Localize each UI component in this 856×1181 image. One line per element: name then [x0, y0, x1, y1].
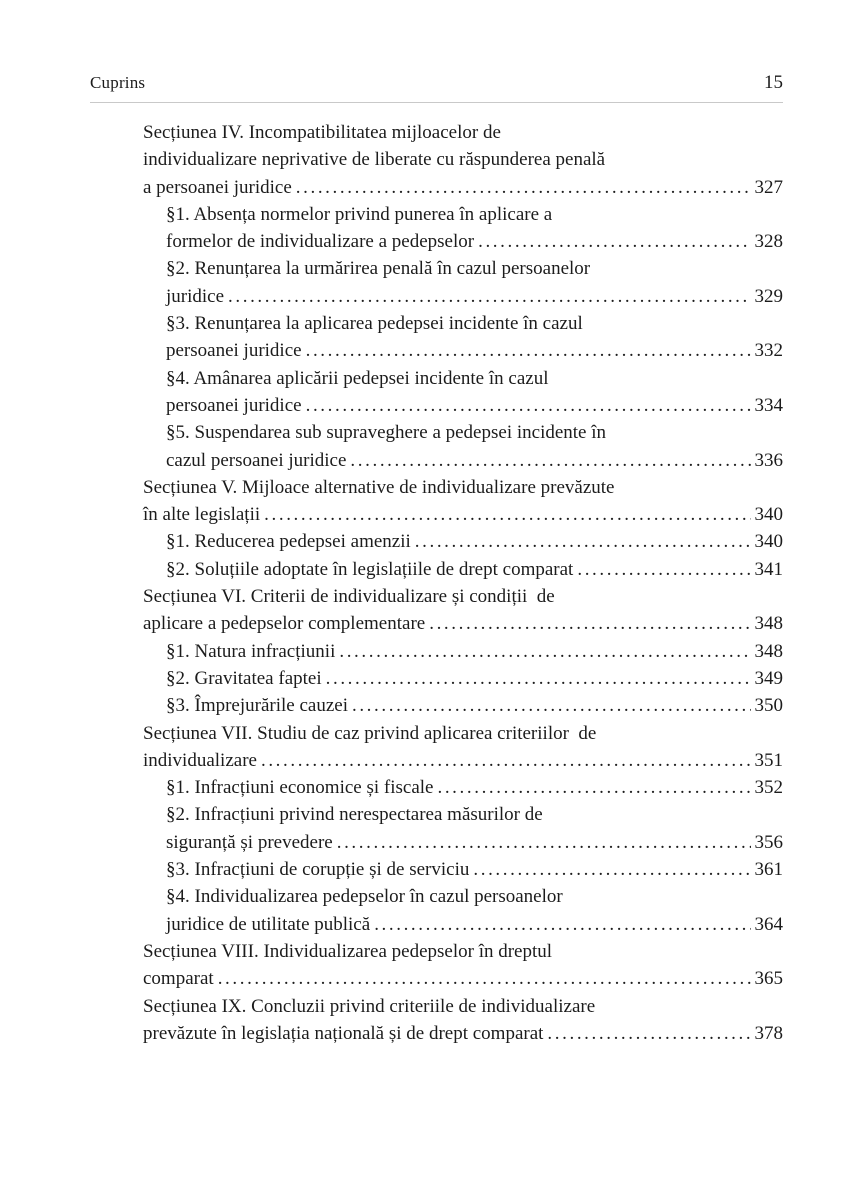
dot-leader: [577, 556, 750, 583]
toc-entry-line: Secțiunea VI. Criterii de individualizare și condiții de: [143, 586, 555, 608]
toc-page-ref: 378: [754, 1022, 783, 1044]
toc-entry-text: §3. Infracțiuni de corupție și de serviciu: [166, 859, 470, 881]
toc-page-ref: 348: [754, 613, 783, 635]
toc-entry-lastline: [166, 829, 783, 856]
toc-entry-lastline: [143, 501, 783, 528]
dot-leader: [261, 747, 751, 774]
dot-leader: [437, 774, 750, 801]
toc-page-ref: 328: [754, 231, 783, 253]
dot-leader: [264, 501, 750, 528]
toc-entry-lastline: [166, 283, 783, 310]
toc-entry-text: siguranță și prevedere: [166, 831, 333, 853]
dot-leader: [547, 1020, 750, 1047]
toc-page-ref: 352: [754, 777, 783, 799]
toc-page-ref: 348: [754, 640, 783, 662]
toc-entry-line: individualizare neprivative de liberate cu răspunderea penală: [143, 149, 606, 171]
toc-entry-text: cazul persoanei juridice: [166, 449, 347, 471]
dot-leader: [429, 610, 750, 637]
toc-entry: [166, 419, 783, 474]
toc-entry-line: §1. Absența normelor privind punerea în aplicare a: [166, 203, 553, 225]
toc-entry-lastline: [166, 447, 783, 474]
toc-entry-text: a persoanei juridice: [143, 176, 292, 198]
toc-entry-line: §5. Suspendarea sub supraveghere a pedepsei incidente în: [166, 422, 607, 444]
toc-entry: [166, 255, 783, 310]
toc-entry-lastline: [166, 556, 783, 583]
toc-page-ref: 334: [754, 394, 783, 416]
toc-page-ref: 349: [754, 667, 783, 689]
toc-entry-lastline: [143, 610, 783, 637]
toc-page-ref: 356: [754, 831, 783, 853]
toc-entry-text: persoanei juridice: [166, 394, 302, 416]
toc-page-ref: 336: [754, 449, 783, 471]
toc-entry-line: Secțiunea IX. Concluzii privind criteriile de individualizare: [143, 995, 596, 1017]
toc-entry-lastline: [166, 692, 783, 719]
dot-leader: [352, 692, 751, 719]
toc-entry-text: §1. Reducerea pedepsei amenzii: [166, 531, 411, 553]
toc-entry-text: juridice: [166, 285, 225, 307]
toc-list: [143, 119, 783, 1047]
toc-entry-line: §4. Individualizarea pedepselor în cazul persoanelor: [166, 886, 563, 908]
toc-entry-line: §2. Renunțarea la urmărirea penală în cazul persoanelor: [166, 258, 591, 280]
toc-entry: [143, 720, 783, 775]
toc-page-ref: 351: [754, 749, 783, 771]
toc-page-ref: 327: [754, 176, 783, 198]
toc-entry-lastline: [143, 174, 783, 201]
dot-leader: [337, 829, 751, 856]
toc-entry: [143, 119, 783, 201]
dot-leader: [306, 337, 751, 364]
toc-entry-lastline: [166, 911, 783, 938]
toc-entry-text: §2. Gravitatea faptei: [166, 667, 322, 689]
dot-leader: [478, 228, 750, 255]
dot-leader: [473, 856, 750, 883]
toc-entry-lastline: [143, 965, 783, 992]
toc-page-ref: 364: [754, 913, 783, 935]
toc-entry: [166, 638, 783, 665]
toc-entry-line: §3. Renunțarea la aplicarea pedepsei incidente în cazul: [166, 313, 583, 335]
toc-entry: [166, 201, 783, 256]
toc-entry-text: §2. Soluțiile adoptate în legislațiile de drept comparat: [166, 558, 574, 580]
dot-leader: [326, 665, 751, 692]
toc-entry-text: prevăzute în legislația națională și de drept comparat: [143, 1022, 544, 1044]
toc-entry: [143, 583, 783, 638]
toc-entry: [166, 883, 783, 938]
dot-leader: [339, 638, 750, 665]
toc-entry-line: Secțiunea IV. Incompatibilitatea mijloacelor de: [143, 122, 501, 143]
dot-leader: [350, 447, 750, 474]
toc-entry: [166, 528, 783, 555]
toc-page-ref: 365: [754, 968, 783, 990]
toc-entry-text: §1. Natura infracțiunii: [166, 640, 336, 662]
toc-entry-text: individualizare: [143, 749, 257, 771]
toc-page-ref: 341: [754, 558, 783, 580]
dot-leader: [306, 392, 751, 419]
toc-entry-line: Secțiunea V. Mijloace alternative de individualizare prevăzute: [143, 476, 615, 498]
header-title: Cuprins: [90, 73, 146, 92]
toc-entry-text: §1. Infracțiuni economice și fiscale: [166, 777, 434, 799]
dot-leader: [415, 528, 751, 555]
toc-entry-text: comparat: [143, 968, 214, 990]
toc-entry-line: §2. Infracțiuni privind nerespectarea măsurilor de: [166, 804, 543, 826]
toc-entry: [166, 774, 783, 801]
toc-page-ref: 340: [754, 504, 783, 526]
toc-entry-line: §4. Amânarea aplicării pedepsei incidente în cazul: [166, 367, 549, 389]
toc-entry-lastline: [166, 856, 783, 883]
toc-entry-lastline: [166, 228, 783, 255]
toc-entry-line: Secțiunea VII. Studiu de caz privind aplicarea criteriilor de: [143, 722, 597, 744]
toc-entry-lastline: [166, 528, 783, 555]
toc-entry: [166, 365, 783, 420]
toc-page-ref: 332: [754, 340, 783, 362]
toc-entry-text: §3. Împrejurările cauzei: [166, 695, 348, 717]
toc-entry: [143, 474, 783, 529]
dot-leader: [374, 911, 750, 938]
toc-entry: [166, 310, 783, 365]
toc-entry-lastline: [143, 1020, 783, 1047]
toc-entry-lastline: [166, 774, 783, 801]
toc-entry: [166, 801, 783, 856]
dot-leader: [218, 965, 751, 992]
toc-entry: [166, 692, 783, 719]
toc-entry-lastline: [166, 337, 783, 364]
toc-page-ref: 340: [754, 531, 783, 553]
toc-entry-lastline: [166, 638, 783, 665]
toc-page-ref: 329: [754, 285, 783, 307]
toc-entry-lastline: [166, 665, 783, 692]
toc-entry: [166, 556, 783, 583]
toc-entry-text: în alte legislații: [143, 504, 261, 526]
toc-entry: [166, 665, 783, 692]
toc-entry: [143, 938, 783, 993]
toc-entry-lastline: [166, 392, 783, 419]
toc-entry-text: persoanei juridice: [166, 340, 302, 362]
toc-entry: [166, 856, 783, 883]
toc-entry-text: juridice de utilitate publică: [166, 913, 371, 935]
dot-leader: [296, 174, 751, 201]
toc-entry: [143, 993, 783, 1048]
toc-page-ref: 350: [754, 695, 783, 717]
page-header: [90, 0, 783, 103]
toc-entry-text: formelor de individualizare a pedepselor: [166, 231, 475, 253]
toc-entry-line: Secțiunea VIII. Individualizarea pedepselor în dreptul: [143, 940, 553, 962]
toc-page-ref: 361: [754, 859, 783, 881]
toc-entry-lastline: [143, 747, 783, 774]
toc-entry-text: aplicare a pedepselor complementare: [143, 613, 426, 635]
dot-leader: [228, 283, 750, 310]
header-page-number: 15: [764, 72, 783, 93]
